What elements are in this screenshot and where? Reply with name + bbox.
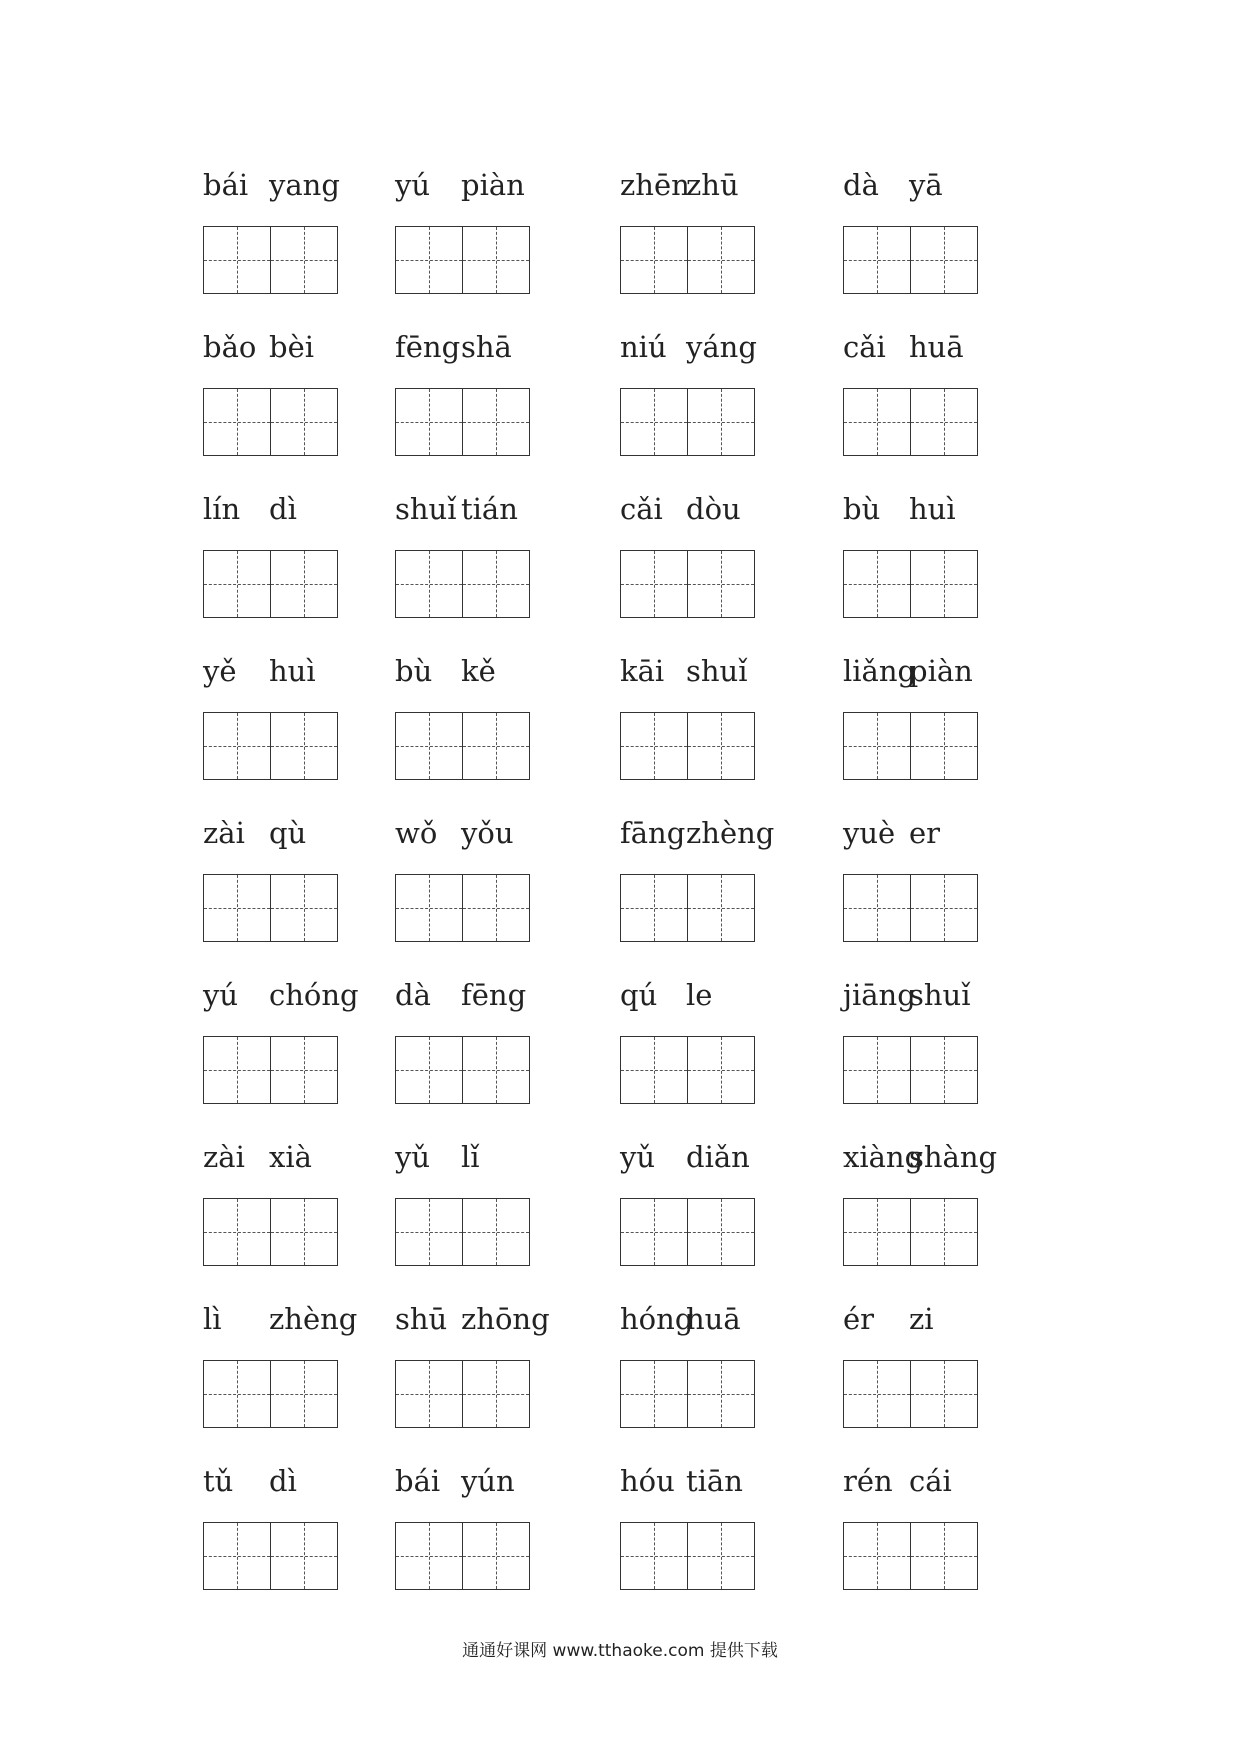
pinyin-syllable-2: zhū	[686, 168, 739, 202]
guide-line-horizontal	[844, 422, 910, 423]
writing-box[interactable]	[395, 1198, 463, 1266]
writing-box[interactable]	[271, 1522, 338, 1590]
guide-line-horizontal	[688, 1556, 754, 1557]
worksheet-row	[0, 1299, 1240, 1459]
writing-grid	[203, 388, 339, 456]
word-item	[843, 165, 1043, 325]
pinyin-syllable-2: qù	[269, 816, 307, 850]
writing-box[interactable]	[843, 226, 911, 294]
footer-credit: 通通好课网 www.tthaoke.com 提供下载	[462, 1641, 778, 1661]
writing-box[interactable]	[620, 1360, 688, 1428]
writing-grid	[620, 1198, 756, 1266]
writing-box[interactable]	[203, 1360, 271, 1428]
writing-grid	[620, 1360, 756, 1428]
writing-box[interactable]	[395, 712, 463, 780]
writing-box[interactable]	[463, 1522, 530, 1590]
writing-box[interactable]	[843, 1198, 911, 1266]
writing-box[interactable]	[911, 1198, 978, 1266]
writing-box[interactable]	[395, 1036, 463, 1104]
guide-line-horizontal	[204, 908, 270, 909]
guide-line-horizontal	[271, 1070, 337, 1071]
writing-box[interactable]	[911, 388, 978, 456]
word-item	[203, 489, 403, 649]
pinyin-syllable-1: xiàng	[843, 1140, 924, 1174]
worksheet-row	[0, 165, 1240, 325]
pinyin-syllable-1: bù	[395, 654, 433, 688]
writing-grid	[203, 1522, 339, 1590]
writing-grid	[620, 874, 756, 942]
guide-line-horizontal	[688, 1070, 754, 1071]
writing-grid	[395, 1198, 531, 1266]
guide-line-horizontal	[463, 422, 529, 423]
writing-box[interactable]	[395, 1360, 463, 1428]
writing-grid	[395, 388, 531, 456]
writing-box[interactable]	[203, 1198, 271, 1266]
word-item	[395, 651, 595, 811]
word-item	[203, 1461, 403, 1621]
pinyin-syllable-2: yǒu	[461, 816, 514, 850]
writing-box[interactable]	[843, 874, 911, 942]
guide-line-horizontal	[621, 422, 687, 423]
writing-box[interactable]	[463, 1036, 530, 1104]
word-item	[395, 1137, 595, 1297]
guide-line-horizontal	[463, 908, 529, 909]
writing-grid	[395, 1522, 531, 1590]
word-item	[203, 975, 403, 1135]
writing-box[interactable]	[203, 1036, 271, 1104]
writing-grid	[203, 712, 339, 780]
writing-grid	[843, 712, 979, 780]
guide-line-horizontal	[463, 746, 529, 747]
writing-grid	[203, 550, 339, 618]
writing-box[interactable]	[688, 874, 755, 942]
guide-line-horizontal	[621, 1232, 687, 1233]
pinyin-syllable-1: bái	[203, 168, 249, 202]
worksheet-row	[0, 327, 1240, 487]
writing-grid	[620, 550, 756, 618]
writing-box[interactable]	[271, 550, 338, 618]
pinyin-syllable-1: lín	[203, 492, 241, 526]
pinyin-syllable-1: zài	[203, 1140, 245, 1174]
pinyin-syllable-1: ér	[843, 1302, 875, 1336]
pinyin-syllable-1: dà	[395, 978, 431, 1012]
writing-box[interactable]	[620, 712, 688, 780]
pinyin-syllable-1: yǔ	[395, 1140, 431, 1174]
guide-line-horizontal	[911, 746, 977, 747]
pinyin-syllable-2: dì	[269, 492, 297, 526]
pinyin-syllable-2: yáng	[686, 330, 757, 364]
writing-grid	[620, 712, 756, 780]
writing-box[interactable]	[463, 874, 530, 942]
writing-box[interactable]	[688, 1198, 755, 1266]
guide-line-horizontal	[911, 1556, 977, 1557]
writing-grid	[843, 388, 979, 456]
writing-box[interactable]	[395, 550, 463, 618]
guide-line-horizontal	[688, 1232, 754, 1233]
guide-line-horizontal	[463, 1394, 529, 1395]
pinyin-syllable-2: fēng	[461, 978, 527, 1012]
writing-box[interactable]	[911, 712, 978, 780]
pinyin-syllable-2: zhèng	[686, 816, 775, 850]
writing-box[interactable]	[463, 388, 530, 456]
writing-grid	[395, 874, 531, 942]
pinyin-syllable-1: kāi	[620, 654, 665, 688]
word-item	[203, 651, 403, 811]
guide-line-horizontal	[911, 1232, 977, 1233]
guide-line-horizontal	[688, 908, 754, 909]
writing-box[interactable]	[203, 1522, 271, 1590]
word-item	[395, 1299, 595, 1459]
writing-box[interactable]	[271, 712, 338, 780]
pinyin-syllable-2: zhōng	[461, 1302, 550, 1336]
guide-line-horizontal	[271, 908, 337, 909]
pinyin-syllable-2: lǐ	[461, 1140, 480, 1174]
guide-line-horizontal	[396, 1232, 462, 1233]
guide-line-horizontal	[204, 260, 270, 261]
pinyin-syllable-2: cái	[909, 1464, 952, 1498]
guide-line-horizontal	[271, 422, 337, 423]
word-item	[843, 813, 1043, 973]
writing-box[interactable]	[620, 1198, 688, 1266]
pinyin-syllable-1: bái	[395, 1464, 441, 1498]
writing-box[interactable]	[688, 1522, 755, 1590]
writing-box[interactable]	[620, 388, 688, 456]
writing-box[interactable]	[688, 1360, 755, 1428]
writing-box[interactable]	[271, 388, 338, 456]
pinyin-syllable-1: liǎng	[843, 654, 917, 688]
word-item	[843, 1137, 1043, 1297]
writing-box[interactable]	[620, 1522, 688, 1590]
guide-line-horizontal	[463, 260, 529, 261]
writing-box[interactable]	[688, 550, 755, 618]
writing-box[interactable]	[463, 550, 530, 618]
guide-line-horizontal	[844, 1232, 910, 1233]
pinyin-syllable-2: huì	[269, 654, 316, 688]
writing-grid	[395, 226, 531, 294]
pinyin-syllable-1: bù	[843, 492, 881, 526]
word-item	[395, 489, 595, 649]
writing-box[interactable]	[463, 226, 530, 294]
pinyin-syllable-1: zhēn	[620, 168, 690, 202]
guide-line-horizontal	[396, 1394, 462, 1395]
pinyin-syllable-1: cǎi	[843, 330, 886, 364]
word-item	[203, 327, 403, 487]
guide-line-horizontal	[463, 584, 529, 585]
guide-line-horizontal	[204, 1394, 270, 1395]
pinyin-syllable-2: dì	[269, 1464, 297, 1498]
pinyin-syllable-2: shuǐ	[909, 978, 971, 1012]
writing-grid	[843, 1522, 979, 1590]
guide-line-horizontal	[688, 1394, 754, 1395]
guide-line-horizontal	[396, 1556, 462, 1557]
guide-line-horizontal	[396, 422, 462, 423]
writing-grid	[203, 874, 339, 942]
writing-box[interactable]	[620, 1036, 688, 1104]
pinyin-syllable-2: diǎn	[686, 1140, 750, 1174]
word-item	[620, 165, 820, 325]
word-item	[620, 1461, 820, 1621]
guide-line-horizontal	[911, 260, 977, 261]
writing-box[interactable]	[843, 1036, 911, 1104]
word-item	[620, 1299, 820, 1459]
guide-line-horizontal	[271, 1232, 337, 1233]
guide-line-horizontal	[271, 584, 337, 585]
writing-box[interactable]	[620, 550, 688, 618]
pinyin-syllable-1: niú	[620, 330, 667, 364]
writing-grid	[843, 550, 979, 618]
writing-grid	[843, 1360, 979, 1428]
word-item	[395, 1461, 595, 1621]
guide-line-horizontal	[688, 422, 754, 423]
guide-line-horizontal	[621, 584, 687, 585]
writing-box[interactable]	[271, 226, 338, 294]
writing-box[interactable]	[395, 226, 463, 294]
writing-box[interactable]	[843, 388, 911, 456]
pinyin-syllable-2: tiān	[686, 1464, 743, 1498]
guide-line-horizontal	[204, 1232, 270, 1233]
guide-line-horizontal	[844, 1394, 910, 1395]
pinyin-syllable-1: fēng	[395, 330, 461, 364]
writing-grid	[203, 1036, 339, 1104]
word-item	[620, 975, 820, 1135]
worksheet-row	[0, 651, 1240, 811]
pinyin-syllable-2: le	[686, 978, 713, 1012]
pinyin-syllable-1: yě	[203, 654, 237, 688]
word-item	[620, 327, 820, 487]
writing-grid	[843, 1036, 979, 1104]
word-item	[620, 651, 820, 811]
pinyin-syllable-1: zài	[203, 816, 245, 850]
pinyin-syllable-2: yún	[461, 1464, 515, 1498]
word-item	[843, 1461, 1043, 1621]
worksheet-row	[0, 813, 1240, 973]
pinyin-syllable-1: lì	[203, 1302, 222, 1336]
pinyin-syllable-1: wǒ	[395, 816, 438, 850]
guide-line-horizontal	[621, 746, 687, 747]
pinyin-syllable-2: tián	[461, 492, 518, 526]
word-item	[843, 489, 1043, 649]
pinyin-syllable-1: bǎo	[203, 330, 257, 364]
guide-line-horizontal	[844, 1070, 910, 1071]
guide-line-horizontal	[844, 1556, 910, 1557]
guide-line-horizontal	[621, 1070, 687, 1071]
writing-box[interactable]	[395, 874, 463, 942]
writing-box[interactable]	[463, 1360, 530, 1428]
word-item	[395, 165, 595, 325]
word-item	[843, 1299, 1043, 1459]
writing-box[interactable]	[271, 874, 338, 942]
pinyin-syllable-2: zhèng	[269, 1302, 358, 1336]
guide-line-horizontal	[621, 1394, 687, 1395]
pinyin-syllable-1: tǔ	[203, 1464, 234, 1498]
writing-box[interactable]	[911, 1036, 978, 1104]
guide-line-horizontal	[396, 584, 462, 585]
writing-box[interactable]	[271, 1198, 338, 1266]
pinyin-syllable-1: yú	[395, 168, 431, 202]
writing-box[interactable]	[911, 226, 978, 294]
word-item	[620, 813, 820, 973]
guide-line-horizontal	[844, 260, 910, 261]
pinyin-syllable-2: huì	[909, 492, 956, 526]
guide-line-horizontal	[688, 746, 754, 747]
worksheet-row	[0, 489, 1240, 649]
pinyin-syllable-2: shā	[461, 330, 512, 364]
writing-grid	[843, 874, 979, 942]
writing-box[interactable]	[203, 226, 271, 294]
guide-line-horizontal	[688, 260, 754, 261]
word-item	[843, 975, 1043, 1135]
guide-line-horizontal	[911, 422, 977, 423]
writing-grid	[203, 226, 339, 294]
guide-line-horizontal	[396, 908, 462, 909]
pinyin-syllable-1: fāng	[620, 816, 686, 850]
worksheet-row	[0, 975, 1240, 1135]
pinyin-syllable-1: jiāng	[843, 978, 916, 1012]
writing-box[interactable]	[203, 388, 271, 456]
pinyin-syllable-1: yú	[203, 978, 239, 1012]
writing-box[interactable]	[688, 388, 755, 456]
writing-box[interactable]	[911, 550, 978, 618]
pinyin-syllable-2: yang	[269, 168, 340, 202]
writing-box[interactable]	[620, 874, 688, 942]
writing-box[interactable]	[688, 712, 755, 780]
guide-line-horizontal	[396, 1070, 462, 1071]
guide-line-horizontal	[463, 1556, 529, 1557]
guide-line-horizontal	[396, 260, 462, 261]
pinyin-syllable-2: xià	[269, 1140, 312, 1174]
guide-line-horizontal	[271, 1394, 337, 1395]
writing-box[interactable]	[203, 712, 271, 780]
guide-line-horizontal	[621, 260, 687, 261]
worksheet-row	[0, 1137, 1240, 1297]
pinyin-syllable-2: dòu	[686, 492, 741, 526]
pinyin-syllable-2: piàn	[909, 654, 973, 688]
guide-line-horizontal	[911, 1394, 977, 1395]
writing-grid	[203, 1360, 339, 1428]
writing-grid	[843, 1198, 979, 1266]
writing-box[interactable]	[203, 874, 271, 942]
word-item	[843, 651, 1043, 811]
guide-line-horizontal	[271, 746, 337, 747]
word-item	[620, 489, 820, 649]
guide-line-horizontal	[844, 584, 910, 585]
writing-box[interactable]	[843, 1522, 911, 1590]
pinyin-syllable-2: shuǐ	[686, 654, 748, 688]
pinyin-syllable-1: shuǐ	[395, 492, 457, 526]
writing-grid	[395, 550, 531, 618]
guide-line-horizontal	[463, 1232, 529, 1233]
word-item	[395, 327, 595, 487]
pinyin-syllable-1: dà	[843, 168, 879, 202]
guide-line-horizontal	[911, 1070, 977, 1071]
pinyin-syllable-2: er	[909, 816, 941, 850]
writing-box[interactable]	[688, 1036, 755, 1104]
pinyin-syllable-2: piàn	[461, 168, 525, 202]
writing-grid	[620, 1522, 756, 1590]
writing-box[interactable]	[843, 1360, 911, 1428]
pinyin-syllable-2: bèi	[269, 330, 315, 364]
pinyin-syllable-1: qú	[620, 978, 658, 1012]
writing-box[interactable]	[395, 1522, 463, 1590]
writing-box[interactable]	[688, 226, 755, 294]
guide-line-horizontal	[844, 746, 910, 747]
guide-line-horizontal	[688, 584, 754, 585]
writing-box[interactable]	[911, 1360, 978, 1428]
writing-box[interactable]	[620, 226, 688, 294]
writing-box[interactable]	[843, 550, 911, 618]
writing-grid	[395, 712, 531, 780]
guide-line-horizontal	[911, 908, 977, 909]
guide-line-horizontal	[844, 908, 910, 909]
guide-line-horizontal	[204, 746, 270, 747]
guide-line-horizontal	[204, 422, 270, 423]
guide-line-horizontal	[621, 908, 687, 909]
word-item	[203, 165, 403, 325]
word-item	[395, 813, 595, 973]
writing-grid	[620, 388, 756, 456]
pinyin-syllable-1: hóng	[620, 1302, 694, 1336]
worksheet-row	[0, 1461, 1240, 1621]
guide-line-horizontal	[463, 1070, 529, 1071]
guide-line-horizontal	[271, 260, 337, 261]
pinyin-syllable-2: huā	[909, 330, 964, 364]
pinyin-syllable-1: cǎi	[620, 492, 663, 526]
guide-line-horizontal	[271, 1556, 337, 1557]
word-item	[203, 1299, 403, 1459]
pinyin-syllable-2: huā	[686, 1302, 741, 1336]
writing-box[interactable]	[203, 550, 271, 618]
guide-line-horizontal	[396, 746, 462, 747]
pinyin-syllable-2: chóng	[269, 978, 359, 1012]
word-item	[843, 327, 1043, 487]
pinyin-syllable-2: kě	[461, 654, 496, 688]
pinyin-syllable-1: yuè	[843, 816, 896, 850]
writing-grid	[203, 1198, 339, 1266]
writing-grid	[620, 226, 756, 294]
word-item	[395, 975, 595, 1135]
pinyin-syllable-2: zi	[909, 1302, 934, 1336]
guide-line-horizontal	[204, 1070, 270, 1071]
writing-box[interactable]	[911, 1522, 978, 1590]
writing-grid	[620, 1036, 756, 1104]
word-item	[203, 813, 403, 973]
writing-grid	[395, 1036, 531, 1104]
writing-box[interactable]	[843, 712, 911, 780]
guide-line-horizontal	[204, 1556, 270, 1557]
guide-line-horizontal	[621, 1556, 687, 1557]
word-item	[620, 1137, 820, 1297]
pinyin-syllable-1: shū	[395, 1302, 448, 1336]
writing-box[interactable]	[463, 712, 530, 780]
pinyin-syllable-1: yǔ	[620, 1140, 656, 1174]
pinyin-syllable-2: shàng	[909, 1140, 998, 1174]
guide-line-horizontal	[911, 584, 977, 585]
writing-grid	[395, 1360, 531, 1428]
pinyin-syllable-2: yā	[909, 168, 943, 202]
word-item	[203, 1137, 403, 1297]
writing-grid	[843, 226, 979, 294]
pinyin-syllable-1: hóu	[620, 1464, 675, 1498]
writing-box[interactable]	[271, 1036, 338, 1104]
writing-box[interactable]	[463, 1198, 530, 1266]
guide-line-horizontal	[204, 584, 270, 585]
writing-box[interactable]	[911, 874, 978, 942]
writing-box[interactable]	[395, 388, 463, 456]
writing-box[interactable]	[271, 1360, 338, 1428]
pinyin-syllable-1: rén	[843, 1464, 893, 1498]
